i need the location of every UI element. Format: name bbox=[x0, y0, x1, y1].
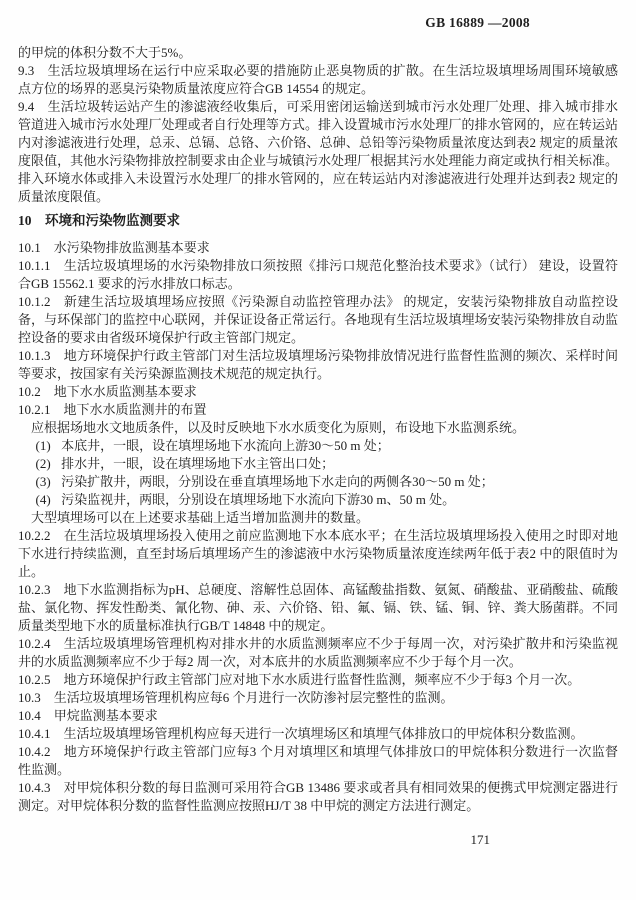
clause-10-1-3 bbox=[18, 347, 618, 383]
list-item-4 bbox=[18, 491, 618, 509]
clause-text: 生活垃圾填埋场管理机构应每6 个月进行一次防渗衬层完整性的监测。 bbox=[53, 690, 454, 705]
clause-text: 地方环境保护行政主管部门应对地下水水质进行监督性监测，频率应不少于每3 个月一次。 bbox=[63, 672, 581, 687]
clause-10-2-2 bbox=[18, 527, 618, 581]
list-number: (3) bbox=[35, 474, 51, 489]
clause-10-2-5 bbox=[18, 671, 618, 689]
clause-text: 生活垃圾填埋场管理机构对排水井的水质监测频率应不少于每周一次，对污染扩散井和污染监视井的水质监测频率应不少于每2 周一次，对本底井的水质监测频率应不少于每个月一次。 bbox=[18, 636, 618, 669]
list-number: (1) bbox=[35, 438, 51, 453]
clause-number: 10.2.4 bbox=[18, 636, 51, 651]
clause-text: 水污染物排放监测基本要求 bbox=[53, 240, 210, 255]
clause-number: 10.1 bbox=[18, 240, 41, 255]
list-number: (4) bbox=[35, 492, 51, 507]
section-number: 10 bbox=[18, 213, 32, 228]
section-title: 环境和污染物监测要求 bbox=[45, 213, 180, 228]
clause-text: 地方环境保护行政主管部门应每3 个月对填埋区和填埋气体排放口的甲烷体积分数进行一次监督性监测。 bbox=[18, 744, 618, 777]
clause-10-1-2 bbox=[18, 293, 618, 347]
paragraph-text: 大型填埋场可以在上述要求基础上适当增加监测井的数量。 bbox=[31, 510, 370, 525]
clause-text: 地下水水质监测井的布置 bbox=[63, 402, 207, 417]
paragraph-monitoring-system bbox=[18, 419, 618, 437]
clause-text: 甲烷监测基本要求 bbox=[53, 708, 158, 723]
clause-text: 生活垃圾填埋场管理机构应每天进行一次填埋场区和填埋气体排放口的甲烷体积分数监测。 bbox=[63, 726, 584, 741]
clause-10-1 bbox=[18, 239, 618, 257]
clause-number: 9.4 bbox=[18, 99, 35, 114]
clause-number: 10.3 bbox=[18, 690, 41, 705]
clause-10-4-1 bbox=[18, 725, 618, 743]
list-text: 本底井，一眼，设在填埋场地下水流向上游30～50 m 处； bbox=[61, 438, 390, 453]
clause-10-2-1 bbox=[18, 401, 618, 419]
clause-number: 9.3 bbox=[18, 63, 35, 78]
clause-10-2-3 bbox=[18, 581, 618, 635]
list-text: 排水井，一眼，设在填埋场地下水主管出口处； bbox=[61, 456, 335, 471]
clause-number: 10.2.1 bbox=[18, 402, 51, 417]
paragraph-text: 应根据场地水文地质条件，以及时反映地下水水质变化为原则，布设地下水监测系统。 bbox=[31, 420, 526, 435]
list-item-2 bbox=[18, 455, 618, 473]
page-header bbox=[18, 14, 618, 32]
clause-number: 10.4 bbox=[18, 708, 41, 723]
clause-10-4 bbox=[18, 707, 618, 725]
clause-10-2 bbox=[18, 383, 618, 401]
list-text: 污染监视井，两眼，分别设在填埋场地下水流向下游30 m、50 m 处。 bbox=[61, 492, 456, 507]
section-heading-10 bbox=[18, 212, 618, 230]
clause-number: 10.2.2 bbox=[18, 528, 51, 543]
clause-number: 10.4.1 bbox=[18, 726, 51, 741]
clause-text: 地方环境保护行政主管部门对生活垃圾填埋场污染物排放情况进行监督性监测的频次、采样时间等要求，按国家有关污染源监测技术规范的规定执行。 bbox=[18, 348, 618, 381]
document-body bbox=[18, 44, 618, 815]
clause-10-4-2 bbox=[18, 743, 618, 779]
list-text: 污染扩散井，两眼，分别设在垂直填埋场地下水走向的两侧各30～50 m 处； bbox=[61, 474, 494, 489]
clause-9-3 bbox=[18, 62, 618, 98]
list-item-3 bbox=[18, 473, 618, 491]
list-item-1 bbox=[18, 437, 618, 455]
clause-number: 10.2.3 bbox=[18, 582, 51, 597]
clause-number: 10.2.5 bbox=[18, 672, 51, 687]
list-number: (2) bbox=[35, 456, 51, 471]
paragraph-text: 的甲烷的体积分数不大于5%。 bbox=[18, 45, 192, 60]
page-footer bbox=[18, 831, 618, 849]
paragraph-continuation bbox=[18, 44, 618, 62]
clause-number: 10.1.3 bbox=[18, 348, 51, 363]
clause-text: 对甲烷体积分数的每日监测可采用符合GB 13486 要求或者具有相同效果的便携式甲烷测定器进行测定。对甲烷体积分数的监督性监测应按照HJ/T 38 中甲烷的测定方法进行测定。 bbox=[18, 780, 618, 813]
clause-10-3 bbox=[18, 689, 618, 707]
standard-number: GB 16889 —2008 bbox=[425, 15, 530, 30]
clause-number: 10.4.2 bbox=[18, 744, 51, 759]
clause-text: 生活垃圾填埋场在运行中应采取必要的措施防止恶臭物质的扩散。在生活垃圾填埋场周围环境敏感点方位的场界的恶臭污染物质量浓度应符合GB 14554 的规定。 bbox=[18, 63, 618, 96]
clause-number: 10.1.2 bbox=[18, 294, 51, 309]
clause-number: 10.1.1 bbox=[18, 258, 51, 273]
clause-text: 在生活垃圾填埋场投入使用之前应监测地下水本底水平；在生活垃圾填埋场投入使用之时即对地下水进行持续监测，直至封场后填埋场产生的渗滤液中水污染物质量浓度连续两年低于表2 中的限值时为止。 bbox=[18, 528, 618, 579]
clause-text: 地下水水质监测基本要求 bbox=[53, 384, 197, 399]
clause-number: 10.2 bbox=[18, 384, 41, 399]
clause-number: 10.4.3 bbox=[18, 780, 51, 795]
clause-text: 生活垃圾转运站产生的渗滤液经收集后，可采用密闭运输送到城市污水处理厂处理、排入城市排水管道进入城市污水处理厂处理或者自行处理等方式。排入设置城市污水处理厂的排水管网的，应在转运站内对渗滤液进行处理，总汞、总镉、总铬、六价铬、总砷、总铅等污染物质量浓度达到表2 规定的质量浓度限值，其他水污染物排放控制要求由企业与城镇污水处理厂根据其污水处理能力商定或执行相关标准。排入环境水体或排入未设置污水处理厂的排水管网的，应在转运站内对渗滤液进行处理并达到表2 规定的质量浓度限值。 bbox=[18, 99, 618, 204]
clause-text: 生活垃圾填埋场的水污染物排放口须按照《排污口规范化整治技术要求》（试行） 建设，设置符合GB 15562.1 要求的污水排放口标志。 bbox=[18, 258, 618, 291]
clause-text: 地下水监测指标为pH、总硬度、溶解性总固体、高锰酸盐指数、氨氮、硝酸盐、亚硝酸盐、硫酸盐、氯化物、挥发性酚类、氰化物、砷、汞、六价铬、铅、氟、镉、铁、锰、铜、锌、粪大肠菌群。不同质量类型地下水的质量标准执行GB/T 14848 中的规定。 bbox=[18, 582, 618, 633]
paragraph-large-landfill bbox=[18, 509, 618, 527]
clause-text: 新建生活垃圾填埋场应按照《污染源自动监控管理办法》 的规定，安装污染物排放自动监控设备，与环保部门的监控中心联网，并保证设备正常运行。各地现有生活垃圾填埋场安装污染物排放自动监控设备的要求由省级环境保护行政主管部门规定。 bbox=[18, 294, 618, 345]
clause-10-2-4 bbox=[18, 635, 618, 671]
clause-9-4 bbox=[18, 98, 618, 206]
page-number: 171 bbox=[470, 832, 490, 847]
clause-10-1-1 bbox=[18, 257, 618, 293]
clause-10-4-3 bbox=[18, 779, 618, 815]
